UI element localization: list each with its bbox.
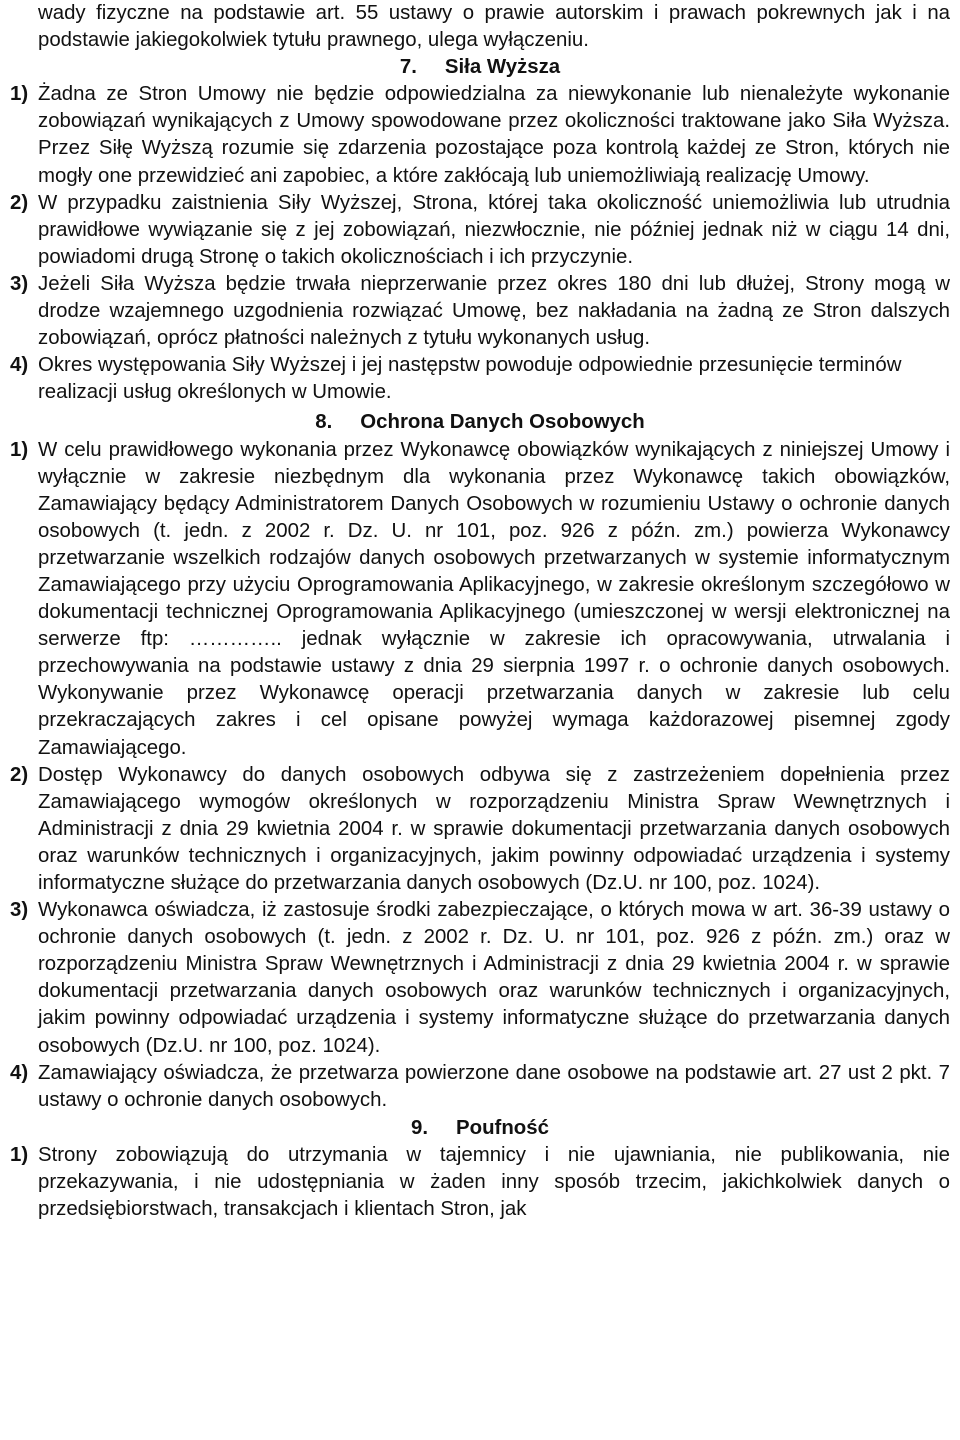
item-number: 4) bbox=[10, 1061, 29, 1084]
item-number: 3) bbox=[10, 899, 29, 922]
section-title: Siła Wyższa bbox=[444, 56, 561, 79]
item-text: Jeżeli Siła Wyższa będzie trwała nieprzerwanie przez okres 180 dni lub dłużej, Strony mogą w drodze wzajemnego uzgodnienia rozwiązać Umowę, bez nakładania na żadną ze Stron dalszych zobowiązań, oprócz płatności należnych z tytułu wykonanych usług. bbox=[38, 272, 950, 350]
item-text: W przypadku zaistnienia Siły Wyższej, Strona, której taka okoliczność uniemożliwia lub utrudnia prawidłowe wywiązanie się z jej zobowiązań, niezwłocznie, nie później jednak niż w ciągu 14 dni, powiadomi drugą Stronę o takich okolicznościach i ich przyczynie. bbox=[38, 191, 950, 268]
item-text: Żadna ze Stron Umowy nie będzie odpowiedzialna za niewykonanie lub nienależyte wykonanie zobowiązań wynikających z Umowy spowodowane przez okoliczności traktowane jako Siła Wyższa. Przez Siłę Wyższą rozumie się zdarzenia pozostające poza kontrolą każdej ze Stron, których nie mogły one przewidzieć ani zapobiec, a które zakłócają lub uniemożliwiają realizację Umowy. bbox=[38, 83, 950, 187]
list-item bbox=[10, 1060, 950, 1114]
item-number: 1) bbox=[10, 1143, 29, 1166]
item-number: 2) bbox=[10, 763, 29, 786]
list-item bbox=[10, 81, 950, 189]
section-heading-7 bbox=[10, 54, 950, 81]
item-number: 3) bbox=[10, 272, 29, 295]
item-number: 1) bbox=[10, 438, 29, 461]
document-page bbox=[10, 0, 950, 1223]
section-number: 7. bbox=[399, 56, 417, 79]
item-text: Wykonawca oświadcza, iż zastosuje środki zabezpieczające, o których mowa w art. 36-39 ustawy o ochronie danych osobowych (t. jedn. z 2002 r. Dz. U. nr 101, poz. 926 z późn. zm.) oraz w rozporządzeniu Ministra Spraw Wewnętrznych i Administracji z dnia 29 kwietnia 2004 r. w sprawie dokumentacji przetwarzania danych osobowych oraz warunków technicznych i organizacyjnych, jakim powinny odpowiadać urządzenia i systemy informatyczne służące do przetwarzania danych osobowych (Dz.U. nr 100, poz. 1024). bbox=[38, 899, 950, 1057]
list-item bbox=[10, 271, 950, 352]
section-title: Poufność bbox=[456, 1116, 549, 1139]
item-text: Zamawiający oświadcza, że przetwarza powierzone dane osobowe na podstawie art. 27 ust 2 pkt. 7 ustawy o ochronie danych osobowych. bbox=[38, 1061, 950, 1111]
list-item bbox=[10, 762, 950, 897]
section-number: 9. bbox=[411, 1116, 429, 1139]
list-item bbox=[10, 897, 950, 1060]
item-number: 1) bbox=[10, 83, 29, 106]
item-number: 2) bbox=[10, 191, 29, 214]
item-text: Strony zobowiązują do utrzymania w tajemnicy i nie ujawniania, nie publikowania, nie przekazywania, i nie udostępniania w żaden inny sposób trzecim, jakichkolwiek danych o przedsiębiorstwach, transakcjach i klientach Stron, jak bbox=[38, 1143, 950, 1221]
list-item bbox=[10, 1142, 950, 1223]
item-text: Dostęp Wykonawcy do danych osobowych odbywa się z zastrzeżeniem dopełnienia przez Zamawiającego wymogów określonych w rozporządzeniu Ministra Spraw Wewnętrznych i Administracji z dnia 29 kwietnia 2004 r. w sprawie dokumentacji przetwarzania danych osobowych oraz warunków technicznych i organizacyjnych, jakim powinny odpowiadać urządzenia i systemy informatyczne służące do przetwarzania danych osobowych (Dz.U. nr 100, poz. 1024). bbox=[38, 763, 950, 894]
section-heading-8 bbox=[10, 409, 950, 436]
section-heading-9 bbox=[10, 1115, 950, 1142]
list-item bbox=[10, 437, 950, 762]
item-text: Okres występowania Siły Wyższej i jej następstw powoduje odpowiednie przesunięcie terminów realizacji usług określonych w Umowie. bbox=[38, 354, 902, 404]
section-title: Ochrona Danych Osobowych bbox=[360, 411, 645, 434]
list-item bbox=[10, 352, 950, 406]
item-text: W celu prawidłowego wykonania przez Wykonawcę obowiązków wynikających z niniejszej Umowy i wyłącznie w zakresie niezbędnym dla wykonania przez Wykonawcę takich obowiązków, Zamawiający będący Administratorem Danych Osobowych w rozumieniu Ustawy o ochronie danych osobowych (t. jedn. z 2002 r. Dz. U. nr 101, poz. 926 z późn. zm.) powierza Wykonawcy przetwarzanie wszelkich rodzajów danych osobowych przetwarzanych w systemie informatycznym Zamawiającego przy użyciu Oprogramowania Aplikacyjnego, w zakresie określonym szczegółowo w dokumentacji technicznej Oprogramowania Aplikacyjnego (umieszczonej w wersji elektronicznej na serwerze ftp: ………….. jednak wyłącznie w zakresie ich opracowywania, utrwalania i przechowywania na podstawie ustawy z dnia 29 sierpnia 1997 r. o ochronie danych osobowych. Wykonywanie przez Wykonawcę operacji przetwarzania danych w zakresie lub celu przekraczających zakres i cel opisane powyżej wymaga każdorazowej pisemnej zgody Zamawiającego. bbox=[38, 438, 950, 759]
intro-paragraph: wady fizyczne na podstawie art. 55 ustawy o prawie autorskim i prawach pokrewnych jak i na podstawie jakiegokolwiek tytułu prawnego, ulega wyłączeniu. bbox=[38, 2, 950, 52]
list-item bbox=[10, 190, 950, 271]
item-number: 4) bbox=[10, 354, 29, 377]
section-number: 8. bbox=[315, 411, 333, 434]
